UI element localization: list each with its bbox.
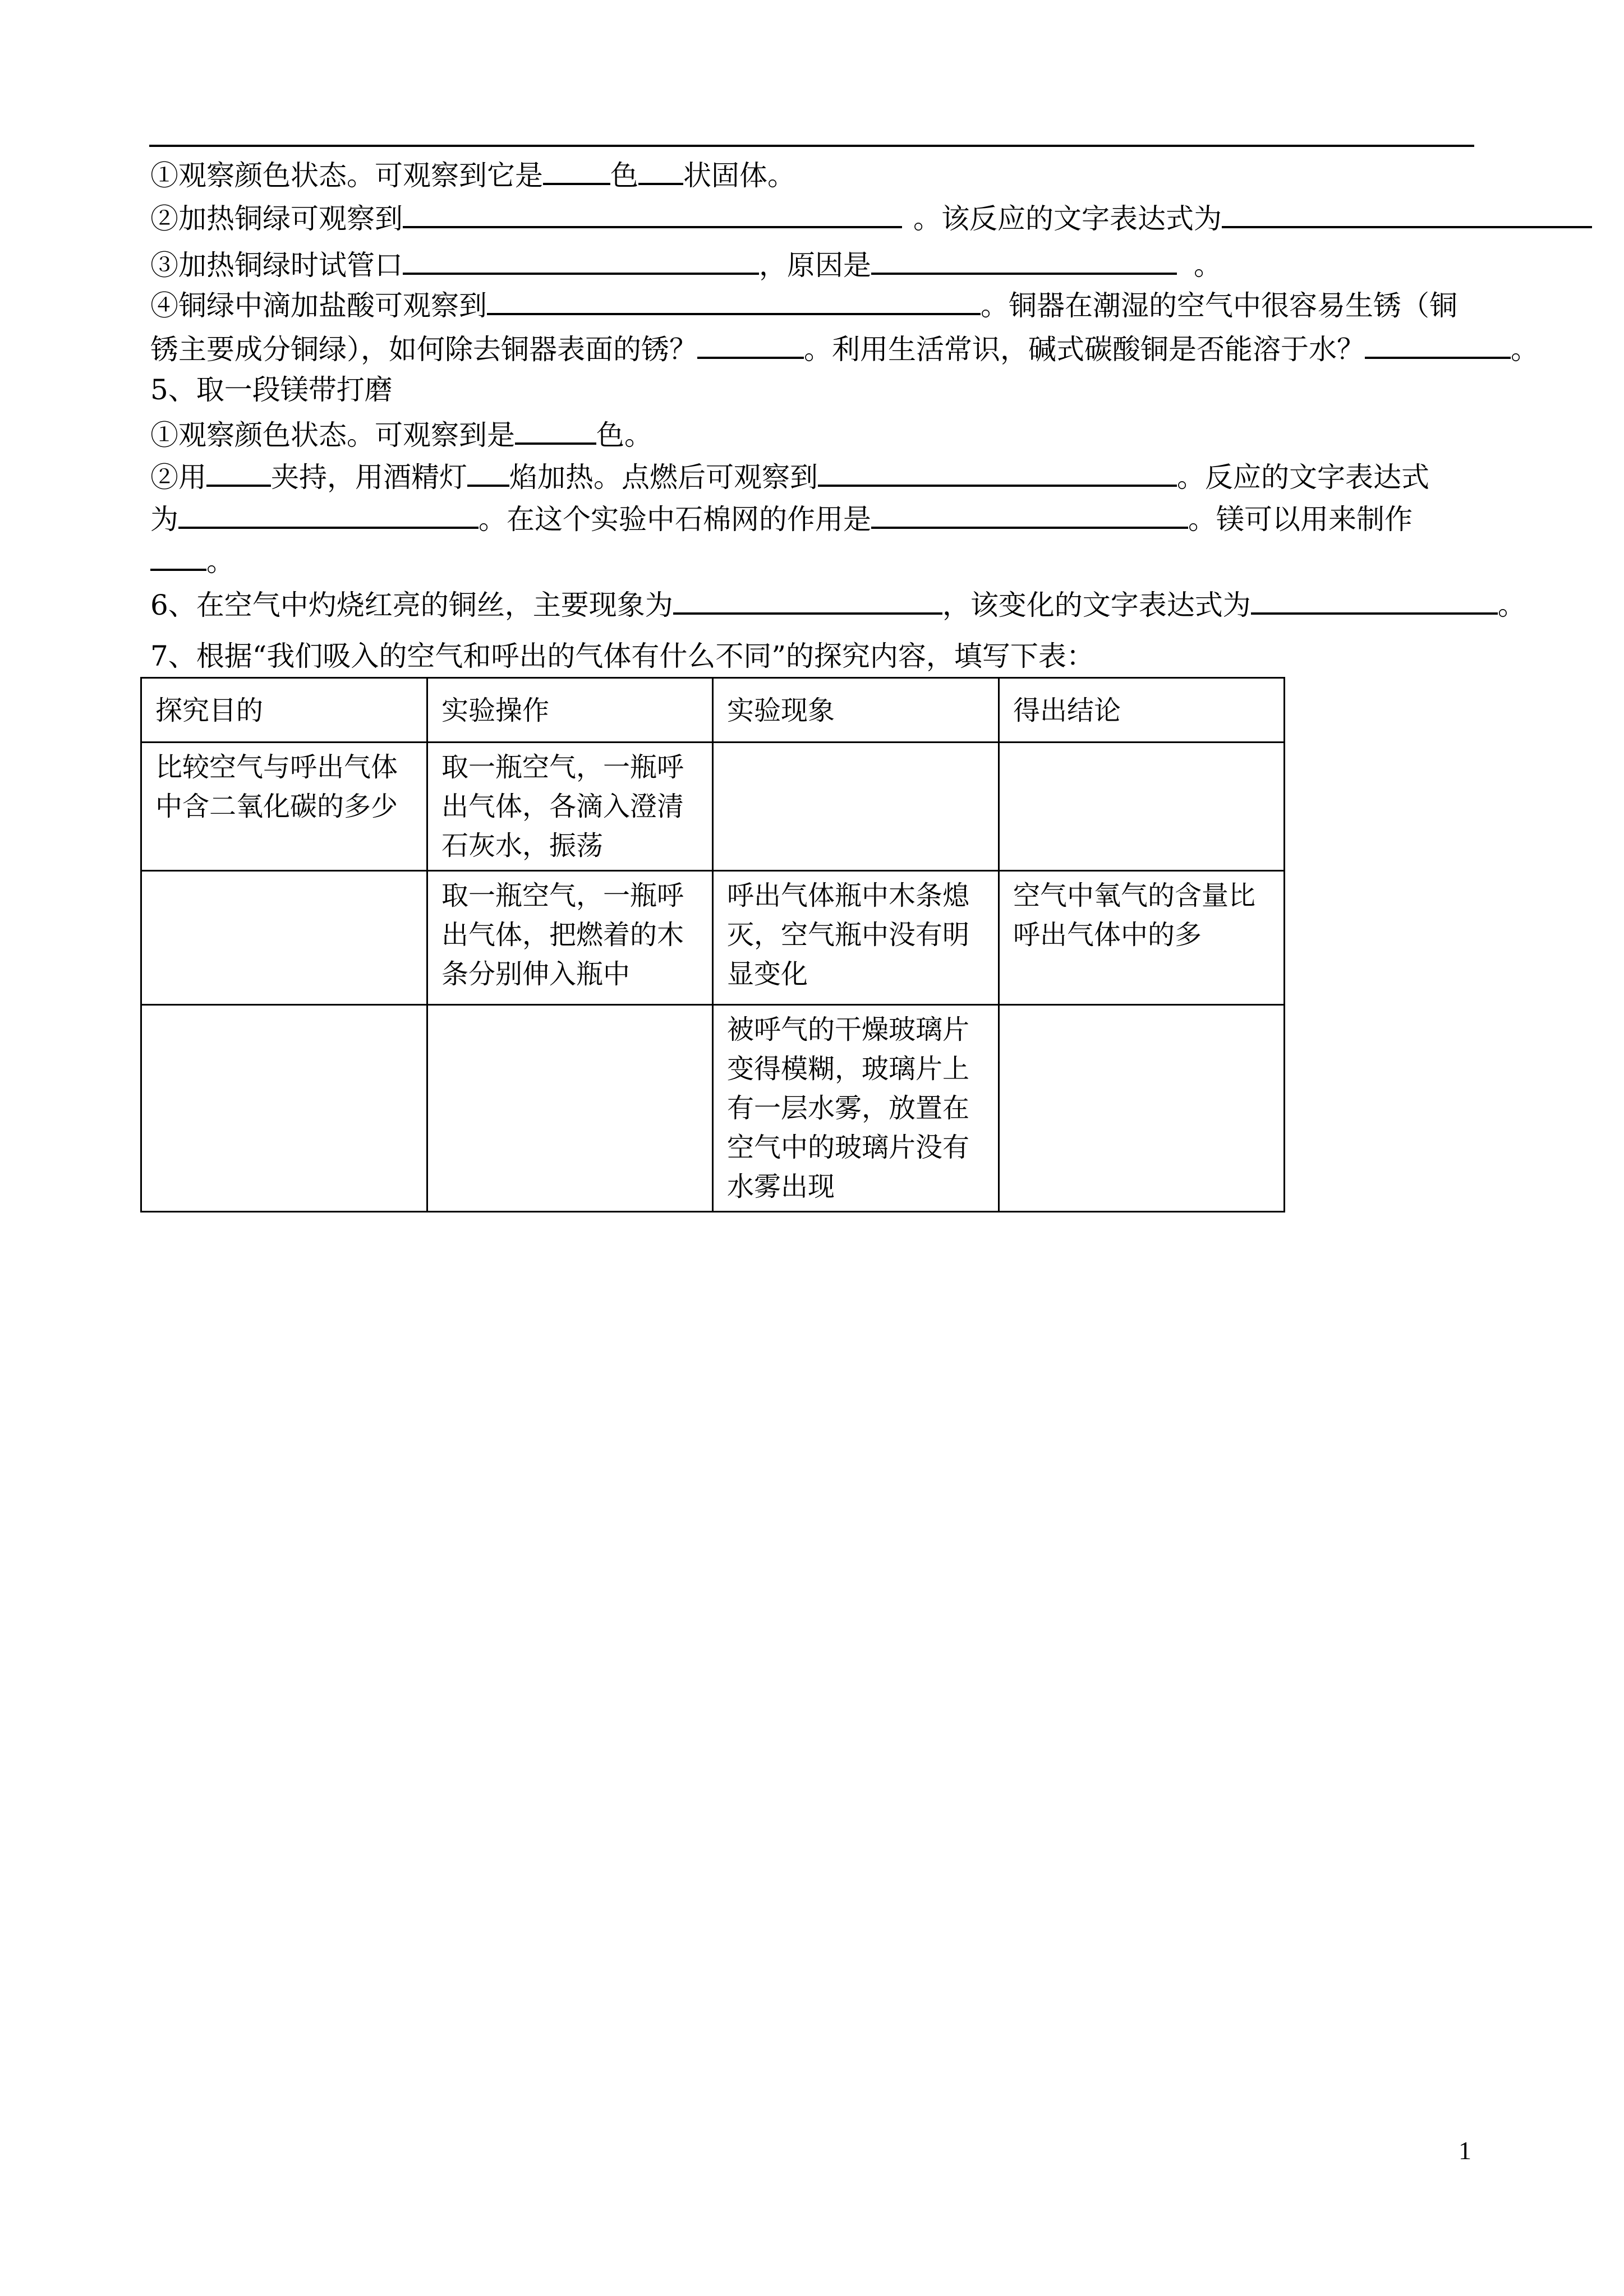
- q6-line: 6、在空气中灼烧红亮的铜丝，主要现象为 ，该变化的文字表达式为 。: [150, 587, 1526, 622]
- table-cell[interactable]: [141, 871, 427, 1005]
- answer-blank[interactable]: [150, 543, 206, 571]
- page-number: 1: [1459, 2136, 1471, 2165]
- q4-line-3: ③加热铜绿时试管口 ，原因是 。: [150, 247, 1222, 282]
- answer-blank[interactable]: [403, 200, 902, 228]
- table-cell[interactable]: 比较空气与呼出气体中含二氧化碳的多少: [141, 743, 427, 871]
- q4-line-1: ①观察颜色状态。可观察到它是 色 状固体。: [150, 157, 795, 192]
- inquiry-table: [140, 677, 1285, 1212]
- table-cell[interactable]: [713, 743, 999, 871]
- table-header-cell: 实验现象: [713, 678, 999, 743]
- answer-blank[interactable]: [515, 417, 596, 445]
- answer-blank[interactable]: [871, 247, 1177, 275]
- table-header-cell: 探究目的: [141, 678, 427, 743]
- q4-line-5: 锈主要成分铜绿），如何除去铜器表面的锈？ 。利用生活常识，碱式碳酸铜是否能溶于水？ 。: [150, 331, 1539, 366]
- q5-line-4: 。: [150, 543, 234, 578]
- header-rule: [149, 145, 1474, 147]
- table-header-cell: 实验操作: [427, 678, 713, 743]
- table-header-row: [141, 678, 1285, 743]
- q5-line-1: ①观察颜色状态。可观察到是 色。: [150, 417, 652, 452]
- answer-blank[interactable]: [178, 501, 479, 529]
- table-row: [141, 1005, 1285, 1212]
- answer-blank[interactable]: [206, 459, 271, 487]
- q7-title: 7、根据“我们吸入的空气和呼出的气体有什么不同”的探究内容，填写下表：: [150, 640, 1094, 672]
- answer-blank[interactable]: [403, 247, 759, 275]
- answer-blank[interactable]: [818, 459, 1177, 487]
- q5-title: 5、取一段镁带打磨: [150, 374, 393, 406]
- answer-blank[interactable]: [487, 287, 981, 315]
- table-cell[interactable]: 呼出气体瓶中木条熄灭，空气瓶中没有明显变化: [713, 871, 999, 1005]
- q5-line-3: 为 。在这个实验中石棉网的作用是 。镁可以用来制作: [150, 501, 1413, 536]
- answer-blank[interactable]: [871, 501, 1188, 529]
- table-row: [141, 743, 1285, 871]
- answer-blank[interactable]: [1365, 331, 1511, 359]
- q4-line-4: ④铜绿中滴加盐酸可观察到 。铜器在潮湿的空气中很容易生锈（铜: [150, 287, 1457, 322]
- table-cell[interactable]: 取一瓶空气，一瓶呼出气体，各滴入澄清石灰水，振荡: [427, 743, 713, 871]
- answer-blank[interactable]: [1222, 200, 1592, 228]
- table-cell[interactable]: [999, 743, 1285, 871]
- q5-line-2: ②用 夹持，用酒精灯 焰加热。点燃后可观察到 。反应的文字表达式: [150, 459, 1429, 494]
- table-row: [141, 871, 1285, 1005]
- table-cell[interactable]: 取一瓶空气，一瓶呼出气体，把燃着的木条分别伸入瓶中: [427, 871, 713, 1005]
- q4-line-2: ②加热铜绿可观察到 。该反应的文字表达式为: [150, 200, 1592, 236]
- table-cell[interactable]: [999, 1005, 1285, 1212]
- answer-blank[interactable]: [467, 459, 509, 487]
- table-cell[interactable]: [427, 1005, 713, 1212]
- table-cell[interactable]: 空气中氧气的含量比呼出气体中的多: [999, 871, 1285, 1005]
- answer-blank[interactable]: [697, 331, 804, 359]
- answer-blank[interactable]: [673, 587, 942, 615]
- answer-blank[interactable]: [543, 157, 610, 185]
- table-header-cell: 得出结论: [999, 678, 1285, 743]
- answer-blank[interactable]: [1251, 587, 1498, 615]
- table-cell[interactable]: [141, 1005, 427, 1212]
- answer-blank[interactable]: [638, 157, 683, 185]
- table-cell[interactable]: 被呼气的干燥玻璃片变得模糊，玻璃片上有一层水雾，放置在空气中的玻璃片没有水雾出现: [713, 1005, 999, 1212]
